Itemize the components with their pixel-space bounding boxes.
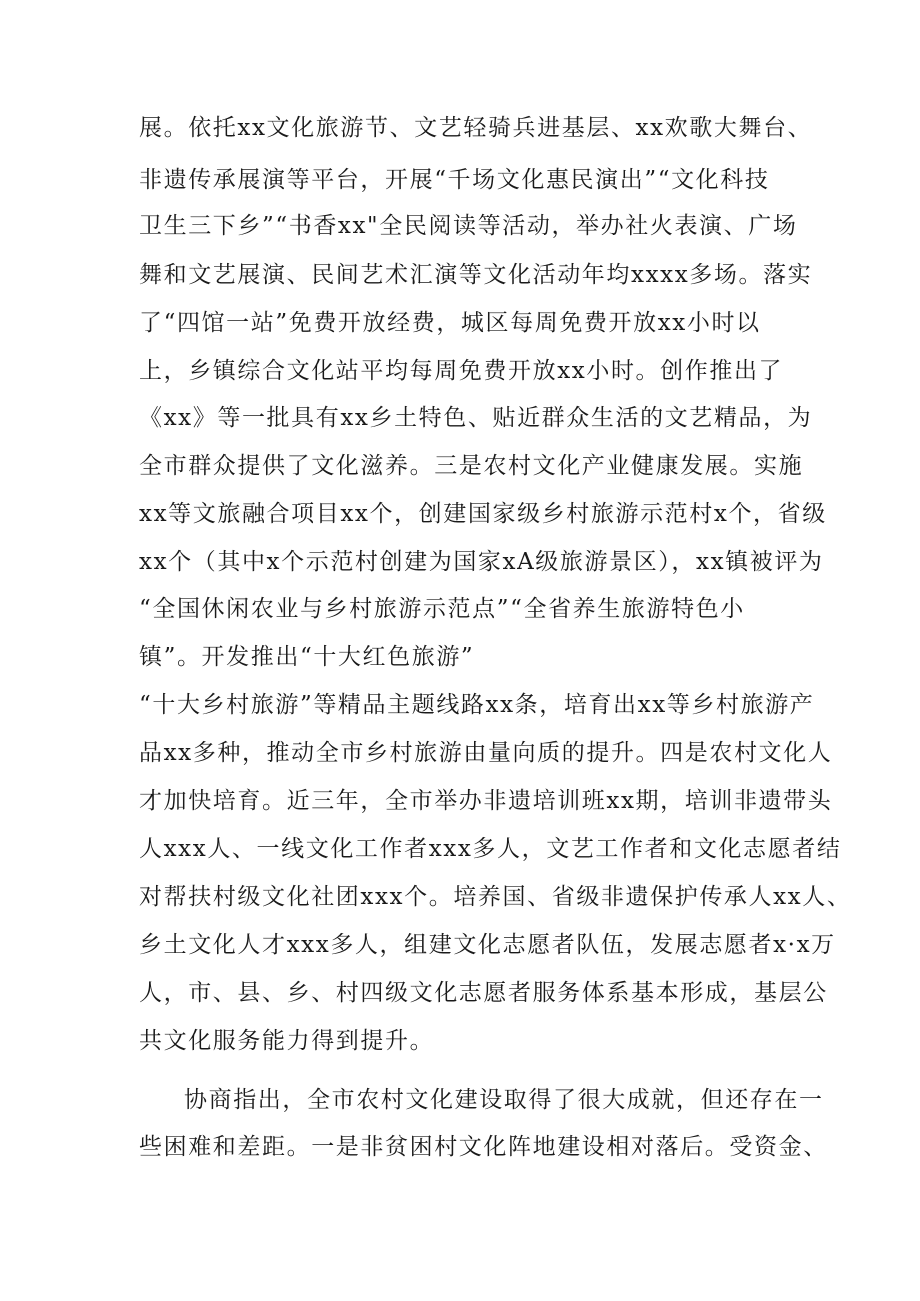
text-line: 展。依托xx文化旅游节、文艺轻骑兵进基层、xx欢歌大舞台、 (139, 115, 813, 141)
text-line: 才加快培育。近三年，全市举办非遗培训班xx期，培训非遗带头 (139, 788, 833, 814)
text-line: xx等文旅融合项目xx个，创建国家级乡村旅游示范村x个，省级 (139, 501, 827, 527)
text-line: 全市群众提供了文化滋养。三是农村文化产业健康发展。实施 (139, 453, 804, 479)
text-line: 舞和文艺展演、民间艺术汇演等文化活动年均xxxx多场。落实 (139, 262, 813, 288)
text-line: 人，市、县、乡、村四级文化志愿者服务体系基本形成，基层公 (139, 980, 828, 1006)
text-line: 非遗传承展演等平台，开展“千场文化惠民演出”“文化科技 (139, 167, 770, 193)
text-line: 卫生三下乡”“书香xx"全民阅读等活动，举办社火表演、广场 (139, 213, 798, 239)
text-line: 乡土文化人才xxx多人，组建文化志愿者队伍，发展志愿者x·x万 (139, 932, 836, 958)
text-line: 上，乡镇综合文化站平均每周免费开放xx小时。创作推出了 (139, 358, 784, 384)
text-line: 些困难和差距。一是非贫困村文化阵地建设相对落后。受资金、 (139, 1134, 828, 1160)
text-line: 了“四馆一站”免费开放经费，城区每周免费开放xx小时以 (139, 310, 761, 336)
text-line: 对帮扶村级文化社团xxx个。培养国、省级非遗保护传承人xx人、 (139, 884, 852, 910)
paragraph-first-line: 协商指出，全市农村文化建设取得了很大成就，但还存在一 (184, 1087, 824, 1113)
text-line: 人xxx人、一线文化工作者xxx多人，文艺工作者和文化志愿者结 (139, 836, 842, 862)
text-line: “十大乡村旅游”等精品主题线路xx条，培育出xx等乡村旅游产 (139, 692, 815, 718)
text-line: xx个（其中x个示范村创建为国家xA级旅游景区），xx镇被评为 (139, 549, 824, 575)
text-line: 共文化服务能力得到提升。 (139, 1028, 435, 1054)
text-line: “全国休闲农业与乡村旅游示范点”“全省养生旅游特色小 (139, 596, 745, 622)
text-line: 《xx》等一批具有xx乡土特色、贴近群众生活的文艺精品，为 (139, 405, 813, 431)
text-line: 品xx多种，推动全市乡村旅游由量向质的提升。四是农村文化人 (139, 740, 833, 766)
text-line: 镇”。开发推出“十大红色旅游” (139, 644, 475, 670)
